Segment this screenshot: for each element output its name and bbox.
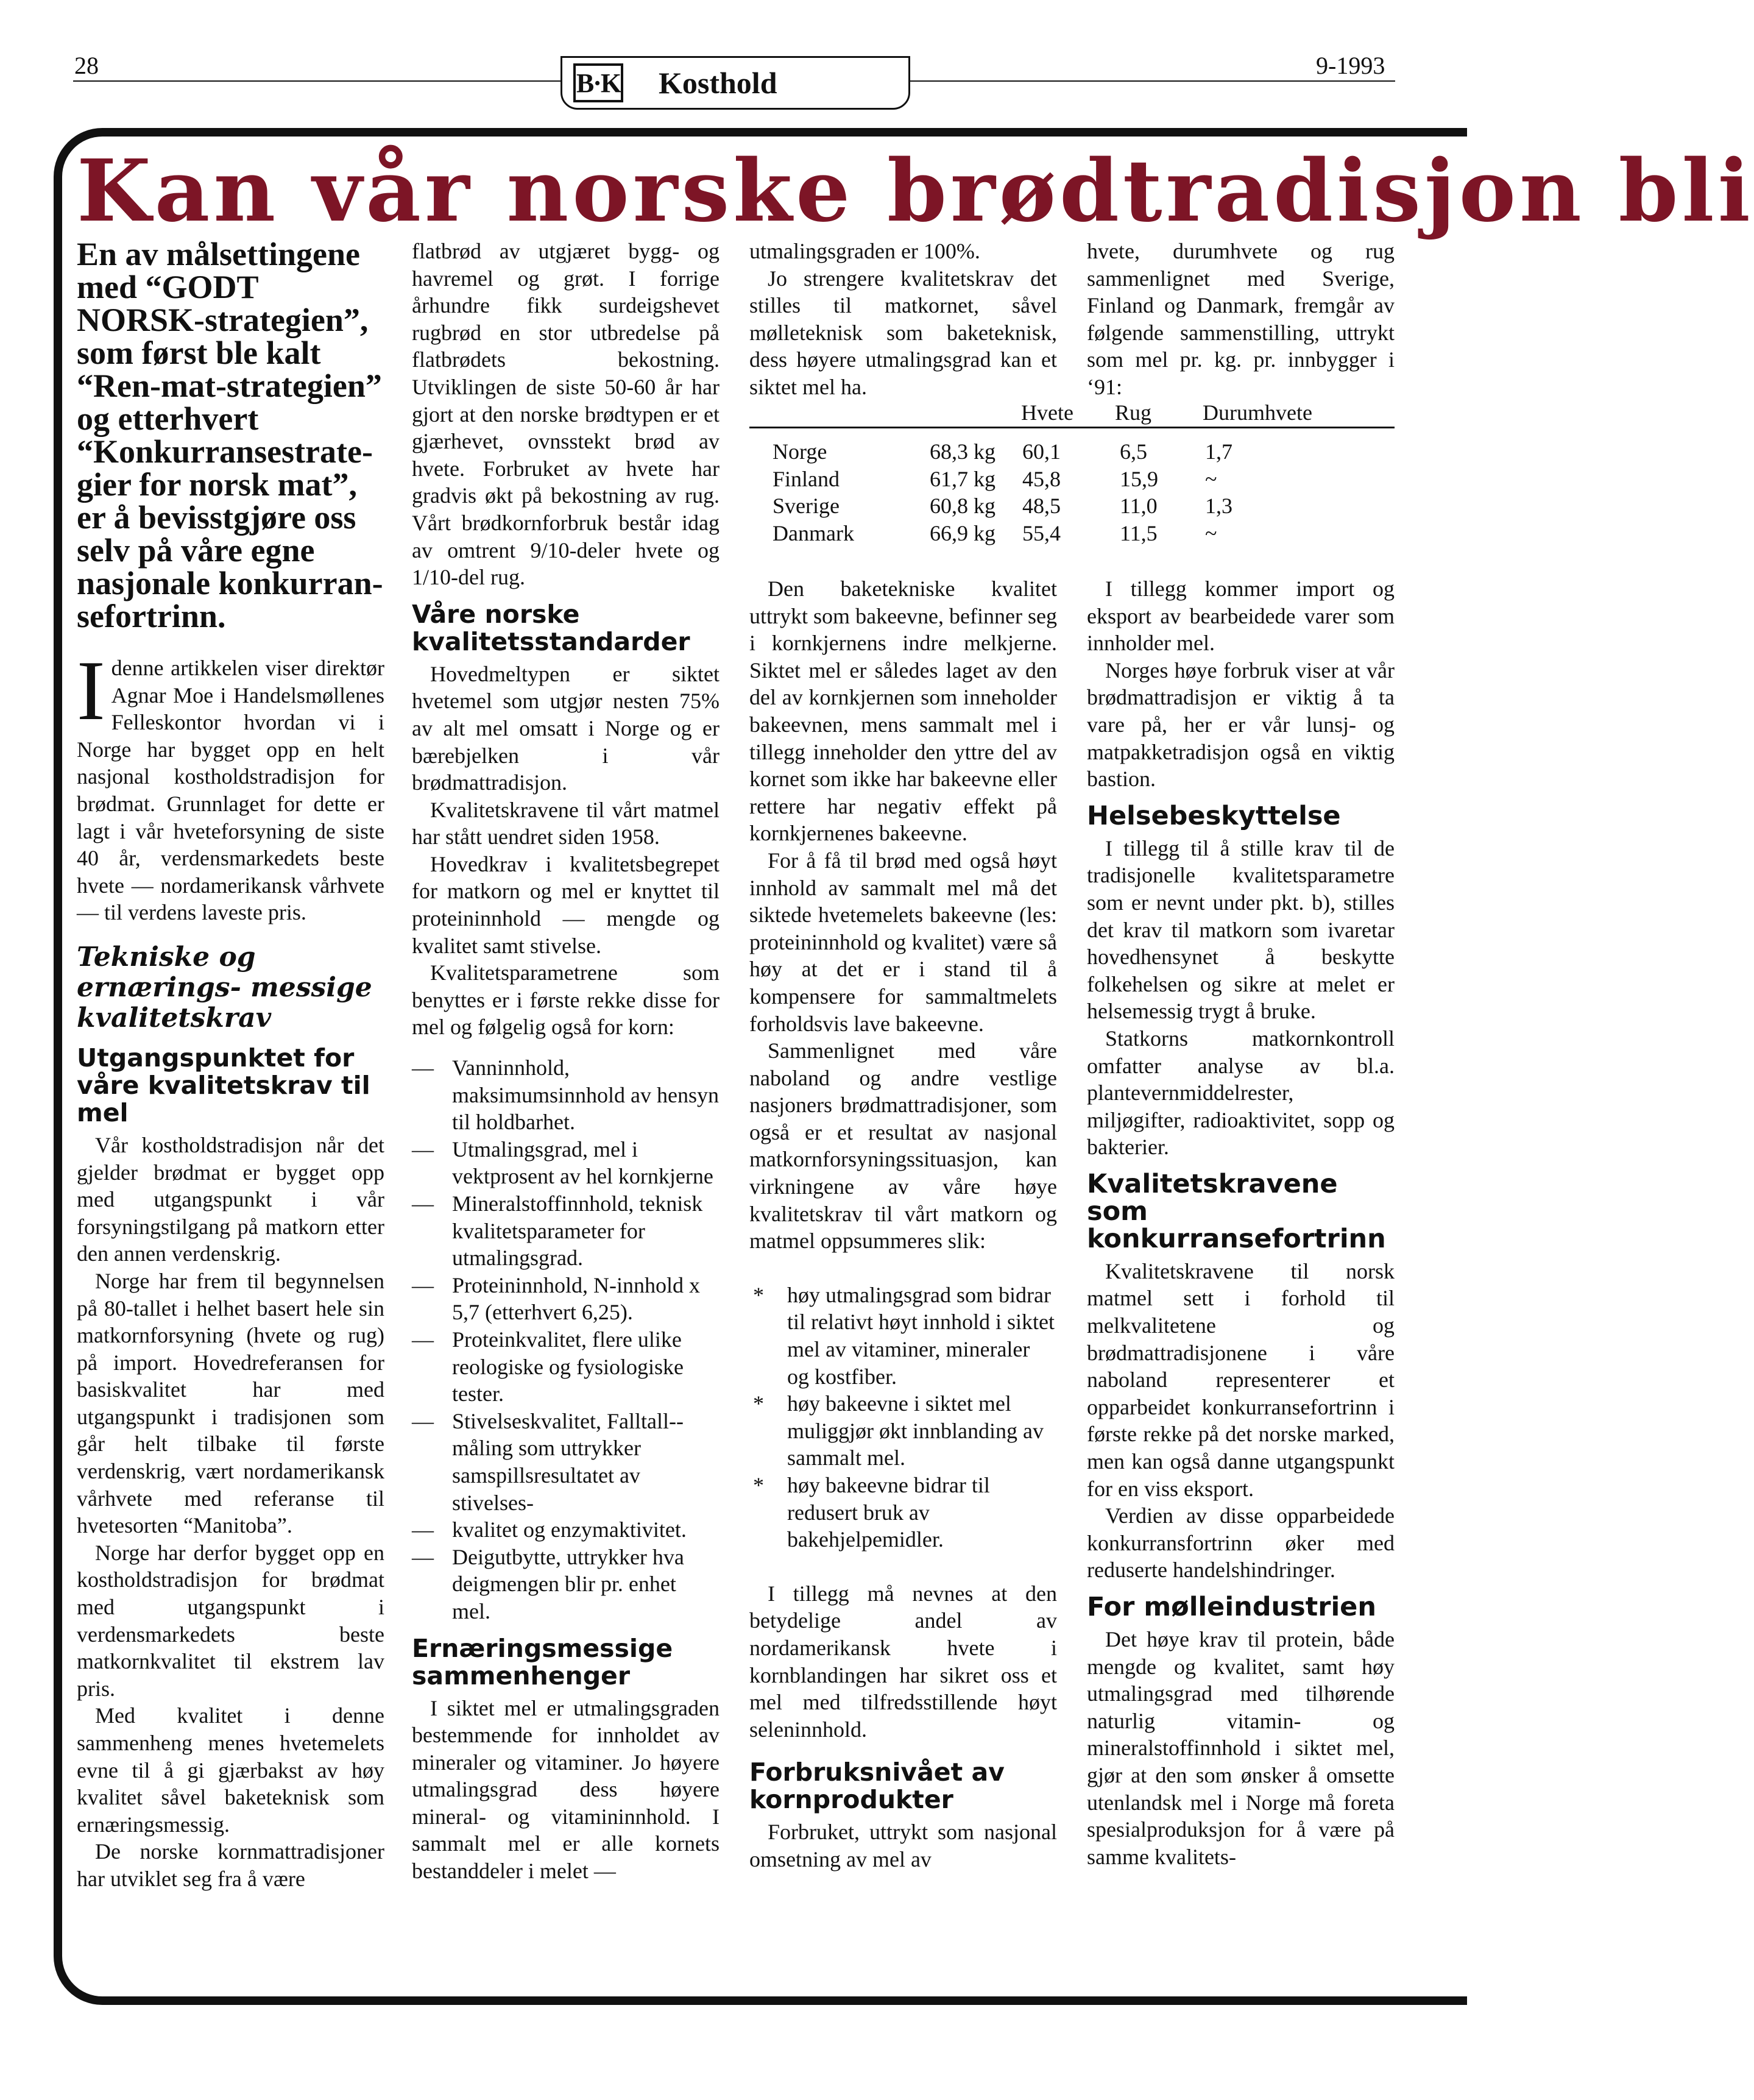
- list-item: — Proteininnhold, N-innhold x 5,7 (etterhvert 6,25).: [412, 1272, 720, 1326]
- table-row: [749, 492, 1395, 520]
- list-item: — Proteinkvalitet, flere ulike reologiske og fysiologiske tester.: [412, 1326, 720, 1408]
- table-cell: 61,7 kg: [930, 466, 995, 491]
- paragraph: Kvalitetskravene til norsk matmel sett i forhold til melkvalitetene og brødmattradisjonene i våre naboland representerer et opparbeidet konkurransefortrinn i første rekke på det norske marked, men kan også danne utgangspunkt for en viss eksport.: [1087, 1258, 1395, 1501]
- issue-number: 9-1993: [1316, 52, 1385, 79]
- table-cell: 11,0: [1120, 494, 1158, 519]
- table-cell: 55,4: [1022, 520, 1061, 545]
- page-number: 28: [74, 52, 99, 79]
- paragraph-text: denne artikkelen viser direktør Agnar Moe i Handelsmøllenes Felleskontor hvordan vi i Norge har bygget opp en helt nasjonal kostholdstradisjon for brødmat. Grunnlaget for dette er lagt i vår hveteforsyning de siste 40 år, verdensmarkedets beste hvete — nordamerikansk vårhvete — til verdens laveste pris.: [77, 656, 384, 925]
- paragraph: Forbruket, uttrykt som nasjonal omsetning av mel av: [749, 1820, 1057, 1871]
- paragraph: Vår kostholdstradisjon når det gjelder brødmat er bygget opp med utgangspunkt i vår forsyningstilgang på matkorn etter den annen verdenskrig.: [77, 1132, 384, 1266]
- table-cell: 68,3 kg: [930, 439, 995, 464]
- table-cell: 1,3: [1205, 494, 1232, 519]
- bk-logo: B·K: [573, 63, 623, 102]
- drop-cap: I: [77, 644, 105, 738]
- subheading: Forbruksnivået av kornprodukter: [749, 1758, 1005, 1815]
- table-cell: 6,5: [1120, 439, 1147, 464]
- list-item: — Vanninnhold, maksimumsinnhold av hensyn til holdbarhet.: [412, 1054, 720, 1136]
- column-1: [77, 238, 384, 1893]
- table-cell: 48,5: [1022, 494, 1061, 519]
- list-item: — Mineralstoffinnhold, teknisk kvalitetsparameter for utmalingsgrad.: [412, 1190, 720, 1272]
- list-item: * høy bakeevne bidrar til redusert bruk av bakehjelpemidler.: [749, 1472, 1057, 1553]
- table-cell: 60,1: [1022, 439, 1061, 464]
- table-cell: Sverige: [773, 494, 840, 519]
- paragraph: Kvalitetskravene til vårt matmel har stått uendret siden 1958.: [412, 797, 720, 850]
- paragraph: I siktet mel er utmalingsgraden bestemmende for innholdet av mineraler og vitaminer. Jo høyere utmalingsgrad dess høyere mineral- og vitamininnhold. I sammalt mel er alle kornets bestanddeler i melet —: [412, 1695, 720, 1884]
- subheading: Helsebeskyttelse: [1087, 800, 1341, 831]
- list-item: * høy bakeevne i siktet mel muliggjør økt innblanding av sammalt mel.: [749, 1390, 1057, 1472]
- column-3-bottom: [749, 575, 1057, 1873]
- list-item: — kvalitet og enzymaktivitet.: [412, 1516, 720, 1544]
- table-cell: 60,8 kg: [930, 494, 995, 519]
- article-headline: Kan vår norske brødtradisjon bli: [77, 141, 1754, 241]
- subheading: Utgangspunktet for våre kvalitetskrav til mel: [77, 1043, 370, 1127]
- section-tab: [561, 56, 910, 110]
- paragraph: I tillegg til å stille krav til de tradisjonelle kvalitetsparametre som er nevnt under pkt. b), stilles det krav til matkorn som ivaretar hovedhensynet å beskytte folkehelsen og sikre at melet er helsemessig trygt å bruke.: [1087, 835, 1395, 1024]
- table-row: [749, 438, 1395, 466]
- table-header-cell: Durumhvete: [1203, 400, 1312, 425]
- paragraph: utmalingsgraden er 100%.: [749, 239, 980, 263]
- paragraph: Kvalitetsparametrene som benyttes er i første rekke disse for mel og følgelig også for korn:: [412, 960, 720, 1040]
- table-row: [749, 466, 1395, 493]
- paragraph: I tillegg kommer import og eksport av bearbeidede varer som innholder mel.: [1087, 576, 1395, 656]
- paragraph: [77, 644, 384, 926]
- table-cell: 1,7: [1205, 439, 1232, 464]
- paragraph: Statkorns matkornkontroll omfatter analyse av bl.a. plantevernmiddelrester, miljøgifter, radioaktivitet, sopp og bakterier.: [1087, 1026, 1395, 1160]
- subheading: Tekniske og ernærings- messige kvalitetskrav: [77, 941, 372, 1034]
- paragraph: hvete, durumhvete og rug sammenlignet med Sverige, Finland og Danmark, fremgår av følgende sammenstilling, uttrykt som mel pr. kg. pr. innbygger i ‘91:: [1087, 239, 1395, 399]
- paragraph: Hovedkrav i kvalitetsbegrepet for matkorn og mel er knyttet til proteininnhold — mengde og kvalitet samt stivelse.: [412, 851, 720, 958]
- table-row: [749, 520, 1395, 547]
- column-2: [412, 238, 720, 1885]
- table-cell: 11,5: [1120, 520, 1158, 545]
- list-item: — Deigutbytte, uttrykker hva deigmengen blir pr. enhet mel.: [412, 1544, 720, 1625]
- paragraph: Norges høye forbruk viser at vår brødmattradisjon er viktig å ta vare på, her er vår lunsj- og matpakketradisjon også en viktig bastion.: [1087, 658, 1395, 792]
- list-item: * høy utmalingsgrad som bidrar til relativt høyt innhold i siktet mel av vitaminer, mineraler og kostfiber.: [749, 1282, 1057, 1390]
- paragraph: Norge har derfor bygget opp en kostholdstradisjon for brødmat med utgangspunkt i verdensmarkedets beste matkornkvalitet til ekstrem lav pris.: [77, 1540, 384, 1701]
- subheading: Kvalitetskravene som konkurransefortrinn: [1087, 1168, 1386, 1254]
- paragraph: Hovedmeltypen er siktet hvetemel som utgjør nesten 75% av alt mel omsatt i Norge og er bærebjelken i vår brødmattradisjon.: [412, 661, 720, 795]
- header-rule-right: [910, 80, 1395, 82]
- subheading: Ernæringsmessige sammenhenger: [412, 1633, 673, 1690]
- column-4-top: [1087, 238, 1395, 401]
- table-cell: Danmark: [773, 520, 854, 545]
- table-cell: 45,8: [1022, 466, 1061, 491]
- intro-lead: En av målsettingene med “GODT NORSK-strategien”, som først ble kalt “Ren-mat-strategien” og etterhvert “Konkurransestrate- gier for norsk mat”, er å bevisstgjøre oss selv på våre egne nasjonale konkurran- sefortrinn.: [77, 236, 383, 634]
- paragraph: Den baketekniske kvalitet uttrykt som bakeevne, befinner seg i kornkjernens indre melkjerne. Siktet mel er således laget av den del av kornkjernen som inneholder bakeevnen, mens sammalt mel i tillegg inneholder den yttre del av kornet som ikke har bakeevne eller rettere har negativ effekt på kornkjernenes bakeevne.: [749, 576, 1057, 846]
- table-header: [749, 399, 1395, 428]
- paragraph: For å få til brød med også høyt innhold av sammalt mel må det siktede hvetemelets bakeevne (les: proteininnhold og kvalitet) være så høy at det er i stand til å kompensere for sammaltmelets forholdsvis lave bakeevne.: [749, 848, 1057, 1036]
- column-4-bottom: [1087, 575, 1395, 1870]
- header-rule-left: [73, 80, 561, 82]
- list-item: — Stivelseskvalitet, Falltall--måling som uttrykker samspillsresultatet av stivelses-: [412, 1408, 720, 1516]
- list-item: — Utmalingsgrad, mel i vektprosent av hel kornkjerne: [412, 1136, 720, 1190]
- table-cell: ~: [1205, 520, 1217, 545]
- section-title: Kosthold: [659, 66, 777, 100]
- paragraph: De norske kornmattradisjoner har utviklet seg fra å være: [77, 1839, 384, 1891]
- paragraph: Det høye krav til protein, både mengde og kvalitet, samt høy utmalingsgrad med tilhørende naturlig vitamin- og mineralstoffinnhold i siktet mel, gjør at den som ønsker å omsette utenlandsk mel i Norge må foreta spesialproduksjon for å være på samme kvalitets-: [1087, 1627, 1395, 1869]
- table-header-cell: Rug: [1115, 400, 1152, 425]
- paragraph: Jo strengere kvalitetskrav det stilles til matkornet, såvel mølleteknisk som baketeknisk, dess høyere utmalingsgrad kan et siktet mel ha.: [749, 266, 1057, 399]
- paragraph: Med kvalitet i denne sammenheng menes hvetemelets evne til å gi gjærbakst av høy kvalitet såvel baketeknisk som ernæringsmessig.: [77, 1703, 384, 1837]
- column-3-top: [749, 238, 1057, 401]
- paragraph: Verdien av disse opparbeidede konkurransfortrinn øker med reduserte handelshindringer.: [1087, 1503, 1395, 1583]
- subheading: For mølleindustrien: [1087, 1592, 1376, 1622]
- table-header-cell: Hvete: [1021, 400, 1073, 425]
- consumption-table: [749, 399, 1395, 547]
- table-cell: Finland: [773, 466, 840, 491]
- table-cell: 15,9: [1120, 466, 1158, 491]
- paragraph: flatbrød av utgjæret bygg- og havremel og grøt. I forrige århundre fikk surdeigshevet rugbrød en stor utbredelse på flatbrødets bekostning. Utviklingen de siste 50-60 år har gjort at den norske brødtypen er et gjærhevet, ovnsstekt brød av hvete. Forbruket av hvete har gradvis økt på bekostning av rug. Vårt brødkornforbruk består idag av omtrent 9/10-deler hvete og 1/10-del rug.: [412, 239, 720, 590]
- table-cell: ~: [1205, 466, 1217, 491]
- paragraph: Norge har frem til begynnelsen på 80-tallet i helhet basert hele sin matkornforsyning (hvete og rug) på import. Hovedreferansen for basiskvalitet har med utgangspunkt i tradisjonen som går helt tilbake til første verdenskrig, vært nordamerikansk vårhvete med referanse til hvetesorten “Manitoba”.: [77, 1268, 384, 1538]
- table-cell: Norge: [773, 439, 827, 464]
- paragraph: I tillegg må nevnes at den betydelige andel av nordamerikansk hvete i kornblandingen har sikret oss et mel med tilfredsstillende høyt seleninnhold.: [749, 1581, 1057, 1742]
- paragraph: Sammenlignet med våre naboland og andre vestlige nasjoners brødmattradisjoner, som også er et resultat av nasjonal matkornforsyningssituasjon, kan virkningene av våre høye kvalitetskrav til vårt matkorn og matmel oppsummeres slik:: [749, 1038, 1057, 1254]
- table-cell: 66,9 kg: [930, 520, 995, 545]
- subheading: Våre norske kvalitetsstandarder: [412, 599, 690, 656]
